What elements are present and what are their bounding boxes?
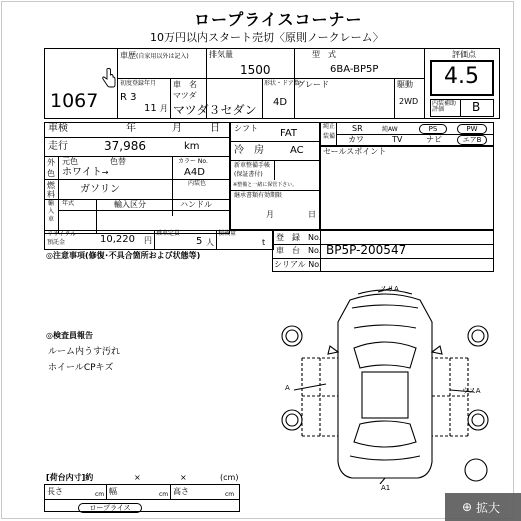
- registration-no-label: 登 録 No.: [276, 233, 322, 242]
- cargo-x-1: ×: [134, 473, 141, 482]
- cargo-size-row: [44, 484, 240, 500]
- manual-note: ※整備と一緒に保管下さい。: [233, 182, 298, 188]
- car-name: マツダ３セダン: [173, 103, 257, 117]
- model-label: 型 式: [312, 50, 336, 59]
- cargo-label: [荷台内寸]約: [46, 473, 94, 482]
- cargo-height-label: 高さ: [173, 487, 189, 496]
- chassis-value: BP5P-200547: [326, 243, 407, 257]
- orig-color-label: 元色: [62, 157, 78, 166]
- handle-label: ハンドル: [180, 200, 212, 209]
- reiwa-year: R 3: [120, 92, 137, 103]
- capacity-label: 乗車定員: [156, 230, 181, 237]
- cargo-x-2: ×: [180, 473, 187, 482]
- inspection-year-label: 年: [126, 123, 136, 134]
- sheet-subtitle: 10万円以内スタート売切〈原則ノークレーム〉: [150, 31, 384, 44]
- equip-navi: ナビ: [426, 135, 442, 144]
- inspection-label: 車検: [48, 123, 68, 134]
- score-label: 評価点: [452, 50, 476, 59]
- car-condition-diagram: [280, 286, 490, 484]
- zoom-plus-icon: ⊕: [461, 500, 473, 514]
- sheet-title: ロープライスコーナー: [194, 10, 363, 29]
- lot-number: 1067: [50, 90, 99, 112]
- color-no-label: カラー No.: [178, 158, 208, 165]
- zoom-label: 拡大: [476, 500, 501, 515]
- equip-leather: カワ: [348, 135, 364, 144]
- displacement-label: 排気量: [209, 50, 233, 59]
- import-label-3: 車: [48, 216, 55, 223]
- maker-name: マツダ: [173, 91, 197, 100]
- cargo-cm: (cm): [220, 473, 239, 482]
- import-label-2: 入: [48, 208, 55, 215]
- cargo-width-unit: cm: [159, 491, 169, 498]
- mark-right-door: ウスA: [462, 387, 481, 395]
- sales-point-label: セールスポイント: [323, 147, 387, 156]
- ext-color-label-2: 色: [47, 169, 55, 178]
- equip-tv: TV: [392, 135, 403, 144]
- serial-no-label: シリアル No.: [274, 260, 322, 269]
- displacement-value: 1500: [240, 63, 271, 77]
- expiry-month: 月: [266, 210, 274, 219]
- cargo-length-label: 長さ: [47, 487, 63, 496]
- color-value: ホワイト→: [62, 167, 109, 178]
- interior-label: 内装補助評価: [432, 100, 457, 113]
- mileage-label: 走行: [48, 141, 68, 152]
- warranty-label: (保証書付): [234, 171, 263, 178]
- report-title: ◎検査員報告: [46, 331, 93, 340]
- expiry-day: 日: [308, 210, 316, 219]
- cargo-length-unit: cm: [95, 491, 105, 498]
- door-label: 形状・ドア数: [264, 80, 300, 87]
- history-label: 車歴(自家用以外は記入): [120, 51, 189, 60]
- color-no-value: A4D: [184, 167, 205, 178]
- recycle-value: 10,220: [100, 234, 135, 245]
- inspection-day-label: 日: [210, 123, 220, 134]
- interior-value: B: [472, 100, 481, 114]
- option-badge: ロープライス: [78, 503, 142, 513]
- chassis-no-label: 車 台 No.: [276, 246, 322, 255]
- fuel-label-1: 燃: [47, 181, 55, 190]
- capacity-unit: 人: [206, 238, 214, 247]
- equip-pw: PW: [457, 124, 487, 134]
- doors-value: 4D: [273, 97, 288, 108]
- ac-value: AC: [290, 145, 304, 156]
- manual-label: 新車整備手帳: [234, 162, 271, 169]
- import-type-label: 輸入区分: [114, 200, 146, 209]
- mark-left-door: A: [285, 384, 290, 392]
- score-value: 4.5: [444, 64, 479, 89]
- first-registration-label: 初度登録年月: [120, 80, 157, 87]
- shift-label: シフト: [234, 124, 258, 133]
- mileage-unit: km: [184, 141, 200, 152]
- equip-aw: 純AW: [382, 126, 398, 133]
- import-label-1: 輸: [48, 200, 55, 207]
- report-line-1: ルーム内うす汚れ: [48, 347, 121, 357]
- equip-ps: PS: [419, 124, 447, 134]
- expiry-label: 継承書類有効期限: [234, 192, 283, 199]
- load-label: 積載量: [218, 230, 237, 237]
- repaint-label: 色替: [110, 157, 126, 166]
- cargo-height-unit: cm: [225, 491, 235, 498]
- inspection-month-label: 月: [172, 123, 182, 134]
- capacity-value: 5: [196, 236, 203, 247]
- recycle-deposit-label: 預託金: [47, 239, 66, 246]
- hand-cursor-icon: [101, 67, 117, 91]
- car-name-label: 車 名: [173, 80, 197, 89]
- equip-sr: SR: [352, 124, 363, 133]
- registration-month: 11 月: [144, 103, 168, 114]
- grade-label: グレード: [297, 80, 329, 89]
- ac-label: 冷 房: [234, 145, 264, 156]
- equip-airbag: エアB: [457, 135, 487, 145]
- mark-top: スリA: [380, 285, 399, 293]
- fuel-value: ガソリン: [80, 184, 120, 195]
- auction-sheet: [44, 4, 496, 519]
- equipment-label-2: 装備: [323, 133, 336, 140]
- model-year-label: 年式: [62, 200, 75, 207]
- recycle-yen: 円: [144, 236, 152, 245]
- option-row: [44, 500, 240, 512]
- equipment-label-1: 純正: [323, 123, 336, 130]
- sales-point-box: [320, 146, 494, 230]
- cargo-width-label: 幅: [109, 487, 117, 496]
- caution-heading: ◎注意事項(修復･不具合箇所および状態等): [46, 251, 201, 260]
- recycle-label: リサイクル: [47, 231, 77, 238]
- report-line-2: ホイールCPキズ: [48, 363, 114, 373]
- zoom-button[interactable]: [445, 493, 521, 521]
- mark-rear: A1: [381, 484, 391, 492]
- ext-color-label-1: 外: [47, 158, 55, 167]
- mileage-value: 37,986: [104, 139, 146, 153]
- fuel-label-2: 料: [47, 190, 55, 199]
- drive-label: 駆動: [397, 80, 413, 89]
- model-value: 6BA-BP5P: [330, 64, 379, 75]
- shift-value: FAT: [280, 128, 298, 139]
- load-unit: t: [262, 238, 266, 247]
- interior-color-label: 内装色: [188, 180, 207, 187]
- drive-value: 2WD: [399, 97, 419, 106]
